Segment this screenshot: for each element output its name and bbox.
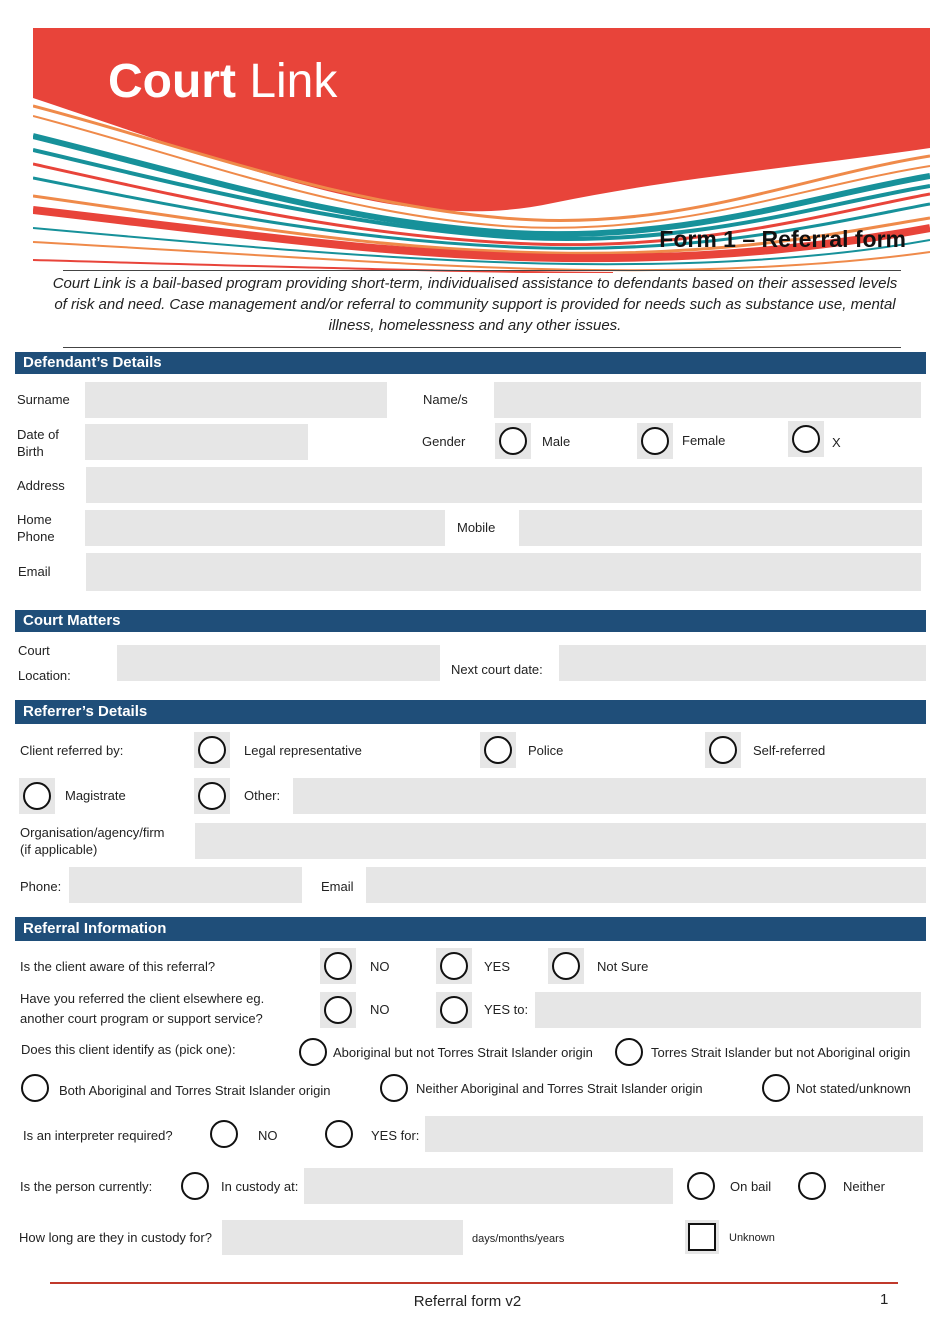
unknown-label: Unknown bbox=[729, 1232, 775, 1244]
client-referred-by-label: Client referred by: bbox=[20, 743, 124, 758]
currently-question: Is the person currently: bbox=[20, 1179, 153, 1194]
interpreter-yes-radio[interactable] bbox=[321, 1116, 357, 1152]
court-location-label-line1: Court bbox=[18, 643, 50, 658]
gender-male-radio[interactable] bbox=[495, 423, 531, 459]
gender-female-label: Female bbox=[682, 433, 726, 448]
intro-top-rule bbox=[63, 270, 901, 271]
neither-status-label: Neither bbox=[843, 1179, 885, 1194]
other-referrer-field[interactable] bbox=[293, 778, 926, 814]
address-label: Address bbox=[17, 478, 65, 493]
neither-origin-radio[interactable] bbox=[376, 1070, 412, 1106]
address-field[interactable] bbox=[86, 467, 922, 503]
intro-bottom-rule bbox=[63, 347, 901, 348]
email-field[interactable] bbox=[86, 553, 921, 591]
unknown-checkbox[interactable] bbox=[685, 1220, 719, 1254]
page-number: 1 bbox=[880, 1291, 889, 1308]
tsi-radio[interactable] bbox=[611, 1034, 647, 1070]
gender-x-radio[interactable] bbox=[788, 421, 824, 457]
section-referral-information: Referral Information bbox=[15, 917, 926, 941]
brand-logo-text: Court Link bbox=[108, 55, 338, 108]
referrer-phone-field[interactable] bbox=[69, 867, 302, 903]
aware-yes-radio[interactable] bbox=[436, 948, 472, 984]
section-defendant-details: Defendant’s Details bbox=[15, 352, 926, 374]
mobile-label: Mobile bbox=[457, 520, 496, 535]
other-referrer-label: Other: bbox=[244, 788, 281, 803]
referrer-email-field[interactable] bbox=[366, 867, 926, 903]
neither-origin-label: Neither Aboriginal and Torres Strait Islander origin bbox=[416, 1081, 703, 1096]
interpreter-no-radio[interactable] bbox=[206, 1116, 242, 1152]
organisation-label-line1: Organisation/agency/firm bbox=[20, 825, 165, 840]
referrer-email-label: Email bbox=[321, 879, 354, 894]
gender-female-radio[interactable] bbox=[637, 423, 673, 459]
both-origin-radio[interactable] bbox=[17, 1070, 53, 1106]
aware-yes-label: YES bbox=[484, 959, 511, 974]
surname-field[interactable] bbox=[85, 382, 387, 418]
magistrate-radio[interactable] bbox=[19, 778, 55, 814]
aboriginal-label: Aboriginal but not Torres Strait Islander origin bbox=[333, 1045, 593, 1060]
other-referrer-radio[interactable] bbox=[194, 778, 230, 814]
organisation-label-line2: (if applicable) bbox=[20, 842, 98, 857]
interpreter-question: Is an interpreter required? bbox=[23, 1128, 173, 1143]
dob-field[interactable] bbox=[85, 424, 308, 460]
home-phone-label-line2: Phone bbox=[17, 529, 55, 544]
next-court-date-field[interactable] bbox=[559, 645, 926, 681]
in-custody-at-field[interactable] bbox=[304, 1168, 673, 1204]
form-title: Form 1 – Referral form bbox=[659, 226, 906, 252]
mobile-field[interactable] bbox=[519, 510, 922, 546]
magistrate-label: Magistrate bbox=[65, 788, 126, 803]
home-phone-label-line1: Home bbox=[17, 512, 52, 527]
on-bail-radio[interactable] bbox=[683, 1168, 719, 1204]
not-stated-label: Not stated/unknown bbox=[796, 1081, 911, 1096]
home-phone-field[interactable] bbox=[85, 510, 445, 546]
surname-label: Surname bbox=[17, 392, 70, 407]
police-radio[interactable] bbox=[480, 732, 516, 768]
self-referred-radio[interactable] bbox=[705, 732, 741, 768]
court-location-label-line2: Location: bbox=[18, 668, 71, 683]
both-origin-label: Both Aboriginal and Torres Strait Islander origin bbox=[59, 1083, 331, 1098]
court-location-field[interactable] bbox=[117, 645, 440, 681]
client-aware-question: Is the client aware of this referral? bbox=[20, 959, 216, 974]
gender-x-label: X bbox=[832, 435, 841, 450]
gender-male-label: Male bbox=[542, 434, 571, 449]
custody-duration-field[interactable] bbox=[222, 1220, 463, 1255]
names-field[interactable] bbox=[494, 382, 921, 418]
dob-label-line2: Birth bbox=[17, 444, 44, 459]
elsewhere-yes-label: YES to: bbox=[484, 1002, 529, 1017]
aware-not-sure-label: Not Sure bbox=[597, 959, 649, 974]
elsewhere-no-radio[interactable] bbox=[320, 992, 356, 1028]
names-label: Name/s bbox=[423, 392, 468, 407]
organisation-field[interactable] bbox=[195, 823, 926, 859]
elsewhere-yes-radio[interactable] bbox=[436, 992, 472, 1028]
interpreter-yes-label: YES for: bbox=[371, 1128, 420, 1143]
email-label: Email bbox=[18, 564, 51, 579]
elsewhere-no-label: NO bbox=[370, 1002, 390, 1017]
section-court-matters: Court Matters bbox=[15, 610, 926, 632]
aware-no-label: NO bbox=[370, 959, 390, 974]
aboriginal-radio[interactable] bbox=[295, 1034, 331, 1070]
in-custody-label: In custody at: bbox=[221, 1179, 299, 1194]
police-label: Police bbox=[528, 743, 564, 758]
in-custody-radio[interactable] bbox=[177, 1168, 213, 1204]
legal-representative-radio[interactable] bbox=[194, 732, 230, 768]
interpreter-no-label: NO bbox=[258, 1128, 278, 1143]
legal-representative-label: Legal representative bbox=[244, 743, 362, 758]
not-stated-radio[interactable] bbox=[758, 1070, 794, 1106]
referrer-phone-label: Phone: bbox=[20, 879, 62, 894]
referred-elsewhere-question-line1: Have you referred the client elsewhere eg. bbox=[20, 991, 265, 1006]
dob-label-line1: Date of bbox=[17, 427, 59, 442]
footer-rule bbox=[50, 1282, 898, 1284]
footer-form-version: Referral form v2 bbox=[413, 1293, 522, 1310]
section-referrer-details: Referrer’s Details bbox=[15, 700, 926, 724]
identify-question: Does this client identify as (pick one): bbox=[21, 1042, 236, 1057]
custody-duration-units: days/months/years bbox=[472, 1233, 565, 1245]
on-bail-label: On bail bbox=[730, 1179, 772, 1194]
referred-elsewhere-question-line2: another court program or support service? bbox=[20, 1011, 263, 1026]
interpreter-yes-for-field[interactable] bbox=[425, 1116, 923, 1152]
elsewhere-yes-to-field[interactable] bbox=[535, 992, 921, 1028]
gender-label: Gender bbox=[422, 434, 466, 449]
tsi-label: Torres Strait Islander but not Aboriginal origin bbox=[651, 1045, 911, 1060]
aware-not-sure-radio[interactable] bbox=[548, 948, 584, 984]
intro-text: Court Link is a bail-based program providing short-term, individualised assistance to defendants based on their assessed levels of risk and need. Case management and/or referral to community support is provided for needs such as substance use, mental illness, homelessness and any other issues. bbox=[52, 275, 898, 334]
custody-duration-question: How long are they in custody for? bbox=[19, 1230, 212, 1245]
aware-no-radio[interactable] bbox=[320, 948, 356, 984]
next-court-date-label: Next court date: bbox=[451, 662, 543, 677]
self-referred-label: Self-referred bbox=[753, 743, 826, 758]
neither-status-radio[interactable] bbox=[794, 1168, 830, 1204]
